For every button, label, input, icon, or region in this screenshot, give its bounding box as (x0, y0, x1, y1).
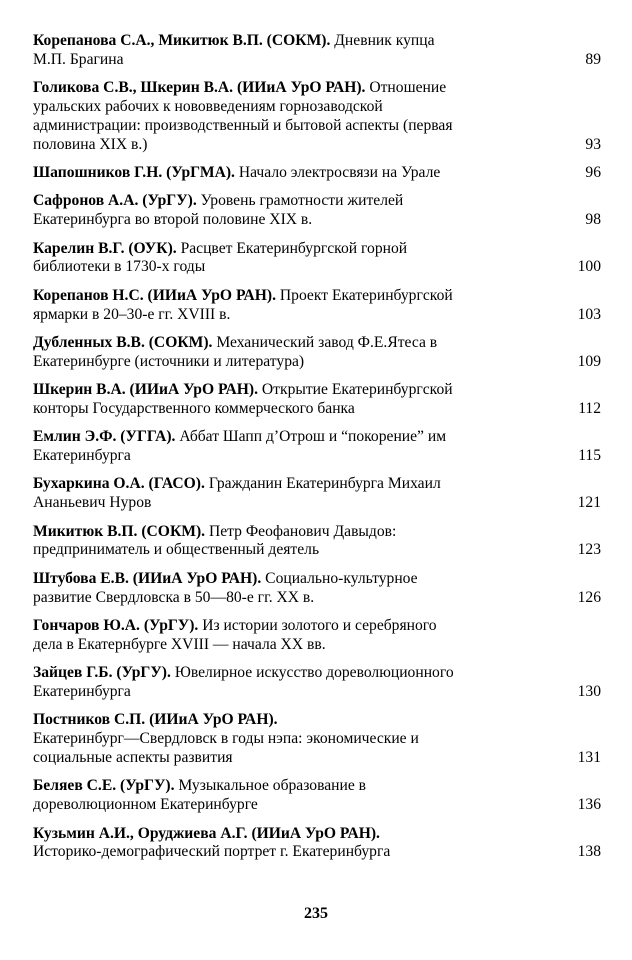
toc-entry-line (33, 683, 553, 702)
toc-entry-line (33, 777, 553, 796)
toc-entry-title: Екатеринбурга (33, 683, 131, 701)
toc-entry (33, 617, 601, 655)
toc-entry-title: Музыкальное образование в (178, 777, 367, 795)
toc-entry-title: конторы Государственного коммерческого банка (33, 399, 355, 417)
toc-entry-title: библиотеки в 1730-х годы (33, 258, 206, 276)
toc-entry (33, 475, 601, 513)
toc-entry-line (33, 353, 553, 372)
toc-entry-page: 89 (585, 50, 601, 68)
toc-entry-line (33, 136, 553, 155)
toc-entry-author: Шапошников Г.Н. (УрГМА). (33, 163, 235, 181)
toc-entry-page: 121 (577, 494, 601, 512)
toc-entry-page: 131 (577, 749, 601, 767)
toc-entry-title: Уровень грамотности жителей (200, 192, 404, 210)
toc-entry (33, 79, 601, 154)
toc-entry-title: М.П. Брагина (33, 50, 124, 68)
toc-entry (33, 428, 601, 466)
toc-entry-title: развитие Свердловска в 50—80-е гг. XX в. (33, 588, 315, 606)
toc-entry-page: 96 (585, 163, 601, 181)
toc-entry-title: Историко-демографический портрет г. Екатеринбурга (33, 843, 391, 861)
toc-entry-page: 103 (577, 305, 601, 323)
toc-entry (33, 777, 601, 815)
toc-entry-line (33, 428, 553, 447)
toc-entry-title: дела в Екатернбурге XVIII — начала XX вв. (33, 635, 326, 653)
toc-entry-line (33, 164, 553, 183)
toc-entry-author: Гончаров Ю.А. (УрГУ). (33, 617, 199, 635)
toc-entry (33, 164, 601, 183)
toc-entry-title: Гражданин Екатеринбурга Михаил (208, 475, 441, 493)
toc-entry-line (33, 541, 553, 560)
table-of-contents (33, 32, 601, 872)
toc-entry-title: Екатеринбурга во второй половине XIX в. (33, 211, 313, 229)
toc-entry-line (33, 825, 553, 844)
toc-entry-title: половина XIX в.) (33, 135, 148, 153)
toc-entry-author: Голикова С.В., Шкерин В.А. (ИИиА УрО РАН). (33, 79, 366, 97)
toc-entry-author: Постников С.П. (ИИиА УрО РАН). (33, 711, 278, 729)
toc-entry-line (33, 711, 553, 730)
toc-entry-line (33, 843, 553, 862)
toc-entry-author: Дубленных В.В. (СОКМ). (33, 333, 213, 351)
toc-entry-page: 136 (577, 796, 601, 814)
toc-entry (33, 32, 601, 70)
toc-entry-page: 112 (578, 399, 601, 417)
toc-entry-line (33, 730, 553, 749)
toc-entry-title: предприниматель и общественный деятель (33, 541, 320, 559)
toc-entry-title: Проект Екатеринбургской (279, 286, 453, 304)
toc-entry-title: Механический завод Ф.Е.Ятеса в (216, 333, 438, 351)
toc-entry-title: Ювелирное искусство дореволюционного (174, 664, 454, 682)
toc-entry-title: ярмарки в 20–30-е гг. XVIII в. (33, 305, 231, 323)
toc-entry-page: 93 (585, 135, 601, 153)
toc-entry-page: 126 (577, 588, 601, 606)
toc-entry-title: дореволюционном Екатеринбурге (33, 796, 258, 814)
toc-entry-line (33, 287, 553, 306)
toc-entry-author: Бухаркина О.А. (ГАСО). (33, 475, 205, 493)
toc-entry-line (33, 589, 553, 608)
toc-entry-line (33, 98, 553, 117)
toc-entry-author: Корепанов Н.С. (ИИиА УрО РАН). (33, 286, 276, 304)
toc-entry-line (33, 570, 553, 589)
toc-entry-line (33, 636, 553, 655)
toc-entry-title: Ананьевич Нуров (33, 494, 152, 512)
toc-entry (33, 381, 601, 419)
toc-entry-line (33, 211, 553, 230)
toc-entry-title: уральских рабочих к нововведениям горнозаводской (33, 97, 383, 115)
toc-entry (33, 664, 601, 702)
toc-entry-line (33, 447, 553, 466)
toc-entry-title: Начало электросвязи на Урале (238, 163, 441, 181)
toc-entry-page: 115 (578, 447, 601, 465)
toc-entry-line (33, 381, 553, 400)
toc-entry-line (33, 51, 553, 70)
toc-entry-line (33, 32, 553, 51)
toc-entry-author: Беляев С.Е. (УрГУ). (33, 777, 175, 795)
toc-entry-title: социальные аспекты развития (33, 749, 233, 767)
toc-entry (33, 334, 601, 372)
toc-entry-title: Петр Феофанович Давыдов: (208, 522, 397, 540)
toc-entry (33, 825, 601, 863)
toc-entry-line (33, 475, 553, 494)
toc-entry (33, 570, 601, 608)
toc-entry-line (33, 400, 553, 419)
toc-entry (33, 192, 601, 230)
toc-entry (33, 240, 601, 278)
toc-entry-title: Екатеринбурге (источники и литература) (33, 352, 305, 370)
toc-entry-line (33, 749, 553, 768)
toc-entry-page: 138 (577, 843, 601, 861)
toc-entry-line (33, 494, 553, 513)
toc-entry-author: Шкерин В.А. (ИИиА УрО РАН). (33, 381, 259, 399)
toc-entry-line (33, 79, 553, 98)
toc-entry-title: Социально-культурное (265, 569, 418, 587)
toc-entry-page: 100 (577, 258, 601, 276)
toc-entry-line (33, 664, 553, 683)
page-number: 235 (304, 905, 328, 922)
toc-entry-title: администрации: производственный и бытовой аспекты (первая (33, 116, 453, 134)
toc-entry-author: Сафронов А.А. (УрГУ). (33, 192, 197, 210)
toc-entry (33, 711, 601, 767)
toc-entry-author: Корепанова С.А., Микитюк В.П. (СОКМ). (33, 32, 331, 49)
toc-entry-line (33, 523, 553, 542)
toc-entry (33, 523, 601, 561)
toc-entry-line (33, 334, 553, 353)
toc-entry-line (33, 258, 553, 277)
toc-entry-title: Из истории золотого и серебряного (202, 617, 437, 635)
toc-entry-author: Штубова Е.В. (ИИиА УрО РАН). (33, 569, 262, 587)
toc-entry-line (33, 796, 553, 815)
toc-entry-author: Зайцев Г.Б. (УрГУ). (33, 664, 171, 682)
toc-entry-title: Отношение (369, 79, 447, 97)
toc-entry-page: 123 (577, 541, 601, 559)
toc-entry-line (33, 117, 553, 136)
toc-entry (33, 287, 601, 325)
toc-entry-line (33, 240, 553, 259)
toc-entry-title: Аббат Шапп д’Отрош и “покорение” им (179, 428, 447, 446)
toc-entry-author: Кузьмин А.И., Оруджиева А.Г. (ИИиА УрО РАН). (33, 824, 380, 842)
toc-entry-title: Открытие Екатеринбургской (261, 381, 453, 399)
toc-entry-page: 130 (577, 683, 601, 701)
toc-entry-page: 98 (585, 211, 601, 229)
toc-entry-title: Расцвет Екатеринбургской горной (180, 239, 408, 257)
toc-entry-line (33, 617, 553, 636)
toc-entry-line (33, 192, 553, 211)
toc-entry-title: Дневник купца (334, 32, 435, 49)
toc-entry-line (33, 306, 553, 325)
toc-entry-page: 109 (577, 352, 601, 370)
toc-entry-title: Екатеринбурга (33, 447, 131, 465)
toc-entry-title: Екатеринбург—Свердловск в годы нэпа: экономические и (33, 730, 419, 748)
toc-entry-author: Карелин В.Г. (ОУК). (33, 239, 177, 257)
toc-entry-author: Микитюк В.П. (СОКМ). (33, 522, 206, 540)
toc-entry-author: Емлин Э.Ф. (УГГА). (33, 428, 176, 446)
